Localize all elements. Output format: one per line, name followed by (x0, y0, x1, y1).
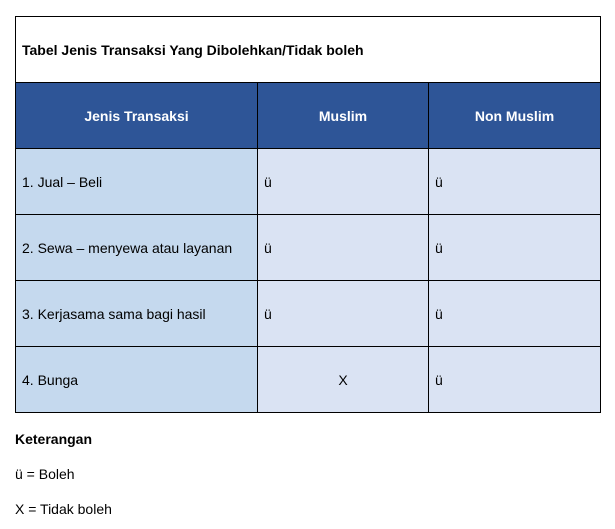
non-muslim-cell: ü (429, 281, 601, 347)
table-title: Tabel Jenis Transaksi Yang Dibolehkan/Tidak boleh (16, 17, 601, 83)
transaction-type-cell: 2. Sewa – menyewa atau layanan (16, 215, 258, 281)
table-row (16, 347, 601, 413)
legend-item-tidak-boleh: X = Tidak boleh (15, 501, 112, 517)
legend-item-boleh: ü = Boleh (15, 466, 75, 482)
header-muslim: Muslim (258, 83, 429, 149)
muslim-cell: ü (258, 215, 429, 281)
transaction-type-cell: 1. Jual – Beli (16, 149, 258, 215)
table-row (16, 215, 601, 281)
transaction-type-cell: 3. Kerjasama sama bagi hasil (16, 281, 258, 347)
muslim-cell: X (258, 347, 429, 413)
transaction-table (15, 16, 601, 413)
header-non-muslim: Non Muslim (429, 83, 601, 149)
header-jenis-transaksi: Jenis Transaksi (16, 83, 258, 149)
muslim-cell: ü (258, 281, 429, 347)
non-muslim-cell: ü (429, 347, 601, 413)
table-title-row (16, 17, 601, 83)
muslim-cell: ü (258, 149, 429, 215)
table-row (16, 281, 601, 347)
table-row (16, 149, 601, 215)
transaction-type-cell: 4. Bunga (16, 347, 258, 413)
non-muslim-cell: ü (429, 149, 601, 215)
non-muslim-cell: ü (429, 215, 601, 281)
legend-title: Keterangan (15, 431, 93, 447)
table-header-row (16, 83, 601, 149)
